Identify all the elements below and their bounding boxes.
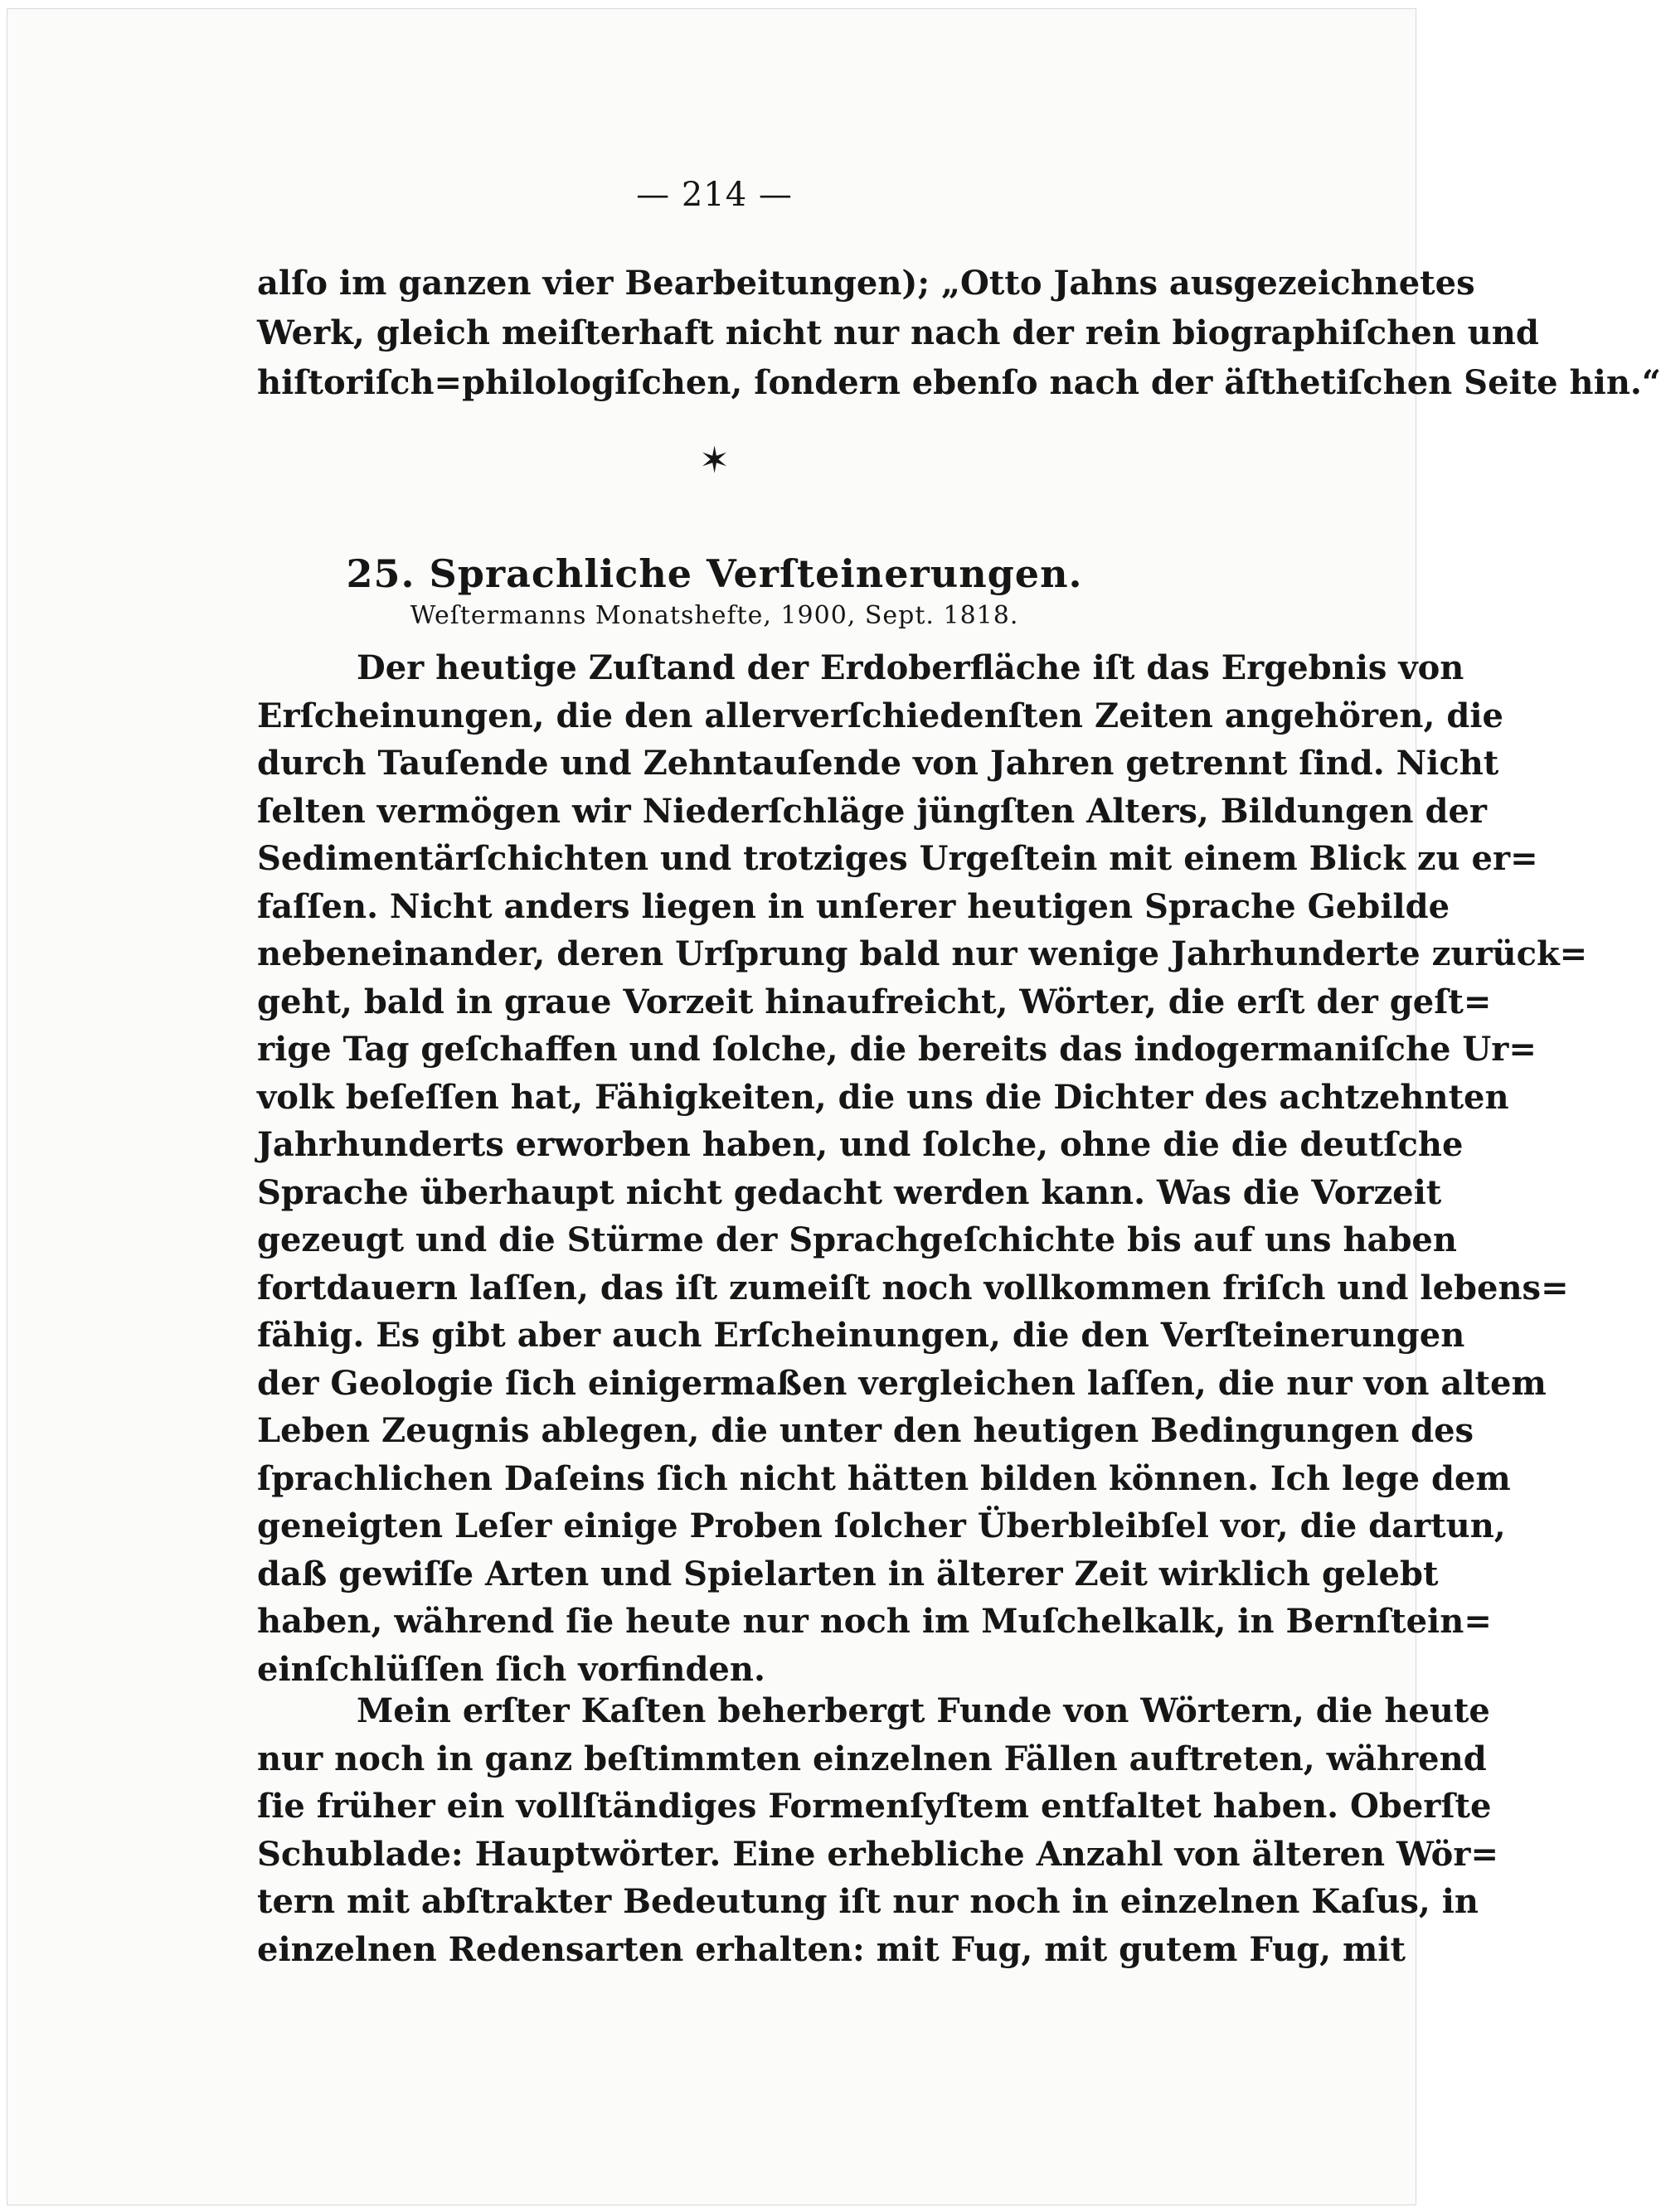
text-line: gezeugt und die Stürme der Sprachgeſchichte bis auf uns haben xyxy=(257,1220,1457,1259)
text-line: tern mit abſtrakter Bedeutung iſt nur noch in einzelnen Kaſus, in xyxy=(257,1882,1479,1921)
text-line: Sedimentärſchichten und trotziges Urgeſtein mit einem Blick zu er= xyxy=(257,839,1538,878)
text-line: Der heutige Zuſtand der Erdoberfläche iſt das Ergebnis von xyxy=(357,648,1464,687)
text-line: volk beſeſſen hat, Fähigkeiten, die uns die Dichter des achtzehnten xyxy=(257,1077,1509,1117)
chapter-title: 25. Sprachliche Verſteinerungen. xyxy=(346,551,1083,596)
text-line: geneigten Leſer einige Proben ſolcher Überbleibſel vor, die dartun, xyxy=(257,1506,1506,1545)
text-line: Mein erſter Kaſten beherbergt Funde von Wörtern, die heute xyxy=(357,1691,1490,1730)
intro-line: alſo im ganzen vier Bearbeitungen); „Otto Jahns ausgezeichnetes xyxy=(257,264,1475,303)
intro-line: hiſtoriſch=philologiſchen, ſondern ebenſo nach der äſthetiſchen Seite hin.“ xyxy=(257,363,1661,402)
text-line: nebeneinander, deren Urſprung bald nur wenige Jahrhunderte zurück= xyxy=(257,934,1588,973)
separator-star: ✶ xyxy=(699,439,730,482)
text-line: fortdauern laſſen, das iſt zumeiſt noch vollkommen friſch und lebens= xyxy=(257,1268,1569,1307)
text-line: Schublade: Hauptwörter. Eine erhebliche Anzahl von älteren Wör= xyxy=(257,1834,1498,1874)
text-line: ſprachlichen Daſeins ſich nicht hätten bilden können. Ich lege dem xyxy=(257,1458,1511,1498)
text-line: ſelten vermögen wir Niederſchläge jüngſten Alters, Bildungen der xyxy=(257,791,1488,831)
text-line: Leben Zeugnis ablegen, die unter den heutigen Bedingungen des xyxy=(257,1411,1474,1450)
text-line: einſchlüſſen ſich vorfinden. xyxy=(257,1649,765,1689)
source-citation: Weſtermanns Monatshefte, 1900, Sept. 1818. xyxy=(410,601,1019,630)
text-line: Sprache überhaupt nicht gedacht werden kann. Was die Vorzeit xyxy=(257,1172,1442,1212)
text-line: ſie früher ein vollſtändiges Formenſyſtem entfaltet haben. Oberſte xyxy=(257,1787,1492,1826)
text-line: Erſcheinungen, die den allerverſchiedenſten Zeiten angehören, die xyxy=(257,696,1503,735)
text-line: einzelnen Redensarten erhalten: mit Fug, mit gutem Fug, mit xyxy=(257,1929,1406,1969)
text-line: der Geologie ſich einigermaßen vergleichen laſſen, die nur von altem xyxy=(257,1363,1547,1403)
text-line: haben, während ſie heute nur noch im Muſchelkalk, in Bernſtein= xyxy=(257,1602,1492,1641)
text-line: geht, bald in graue Vorzeit hinaufreicht, Wörter, die erſt der geſt= xyxy=(257,982,1492,1021)
text-line: faſſen. Nicht anders liegen in unſerer heutigen Sprache Gebilde xyxy=(257,886,1450,926)
text-line: fähig. Es gibt aber auch Erſcheinungen, die den Verſteinerungen xyxy=(257,1316,1465,1355)
intro-line: Werk, gleich meiſterhaft nicht nur nach der rein biographiſchen und xyxy=(257,313,1539,352)
text-line: rige Tag geſchaffen und ſolche, die bereits das indogermaniſche Ur= xyxy=(257,1030,1537,1069)
text-line: durch Tauſende und Zehntauſende von Jahren getrennt ſind. Nicht xyxy=(257,744,1499,783)
page-number: — 214 — xyxy=(636,176,793,214)
text-line: Jahrhunderts erworben haben, und ſolche, ohne die die deutſche xyxy=(257,1125,1464,1164)
text-line: daß gewiſſe Arten und Spielarten in älterer Zeit wirklich gelebt xyxy=(257,1554,1439,1594)
text-line: nur noch in ganz beſtimmten einzelnen Fällen auftreten, während xyxy=(257,1739,1487,1778)
